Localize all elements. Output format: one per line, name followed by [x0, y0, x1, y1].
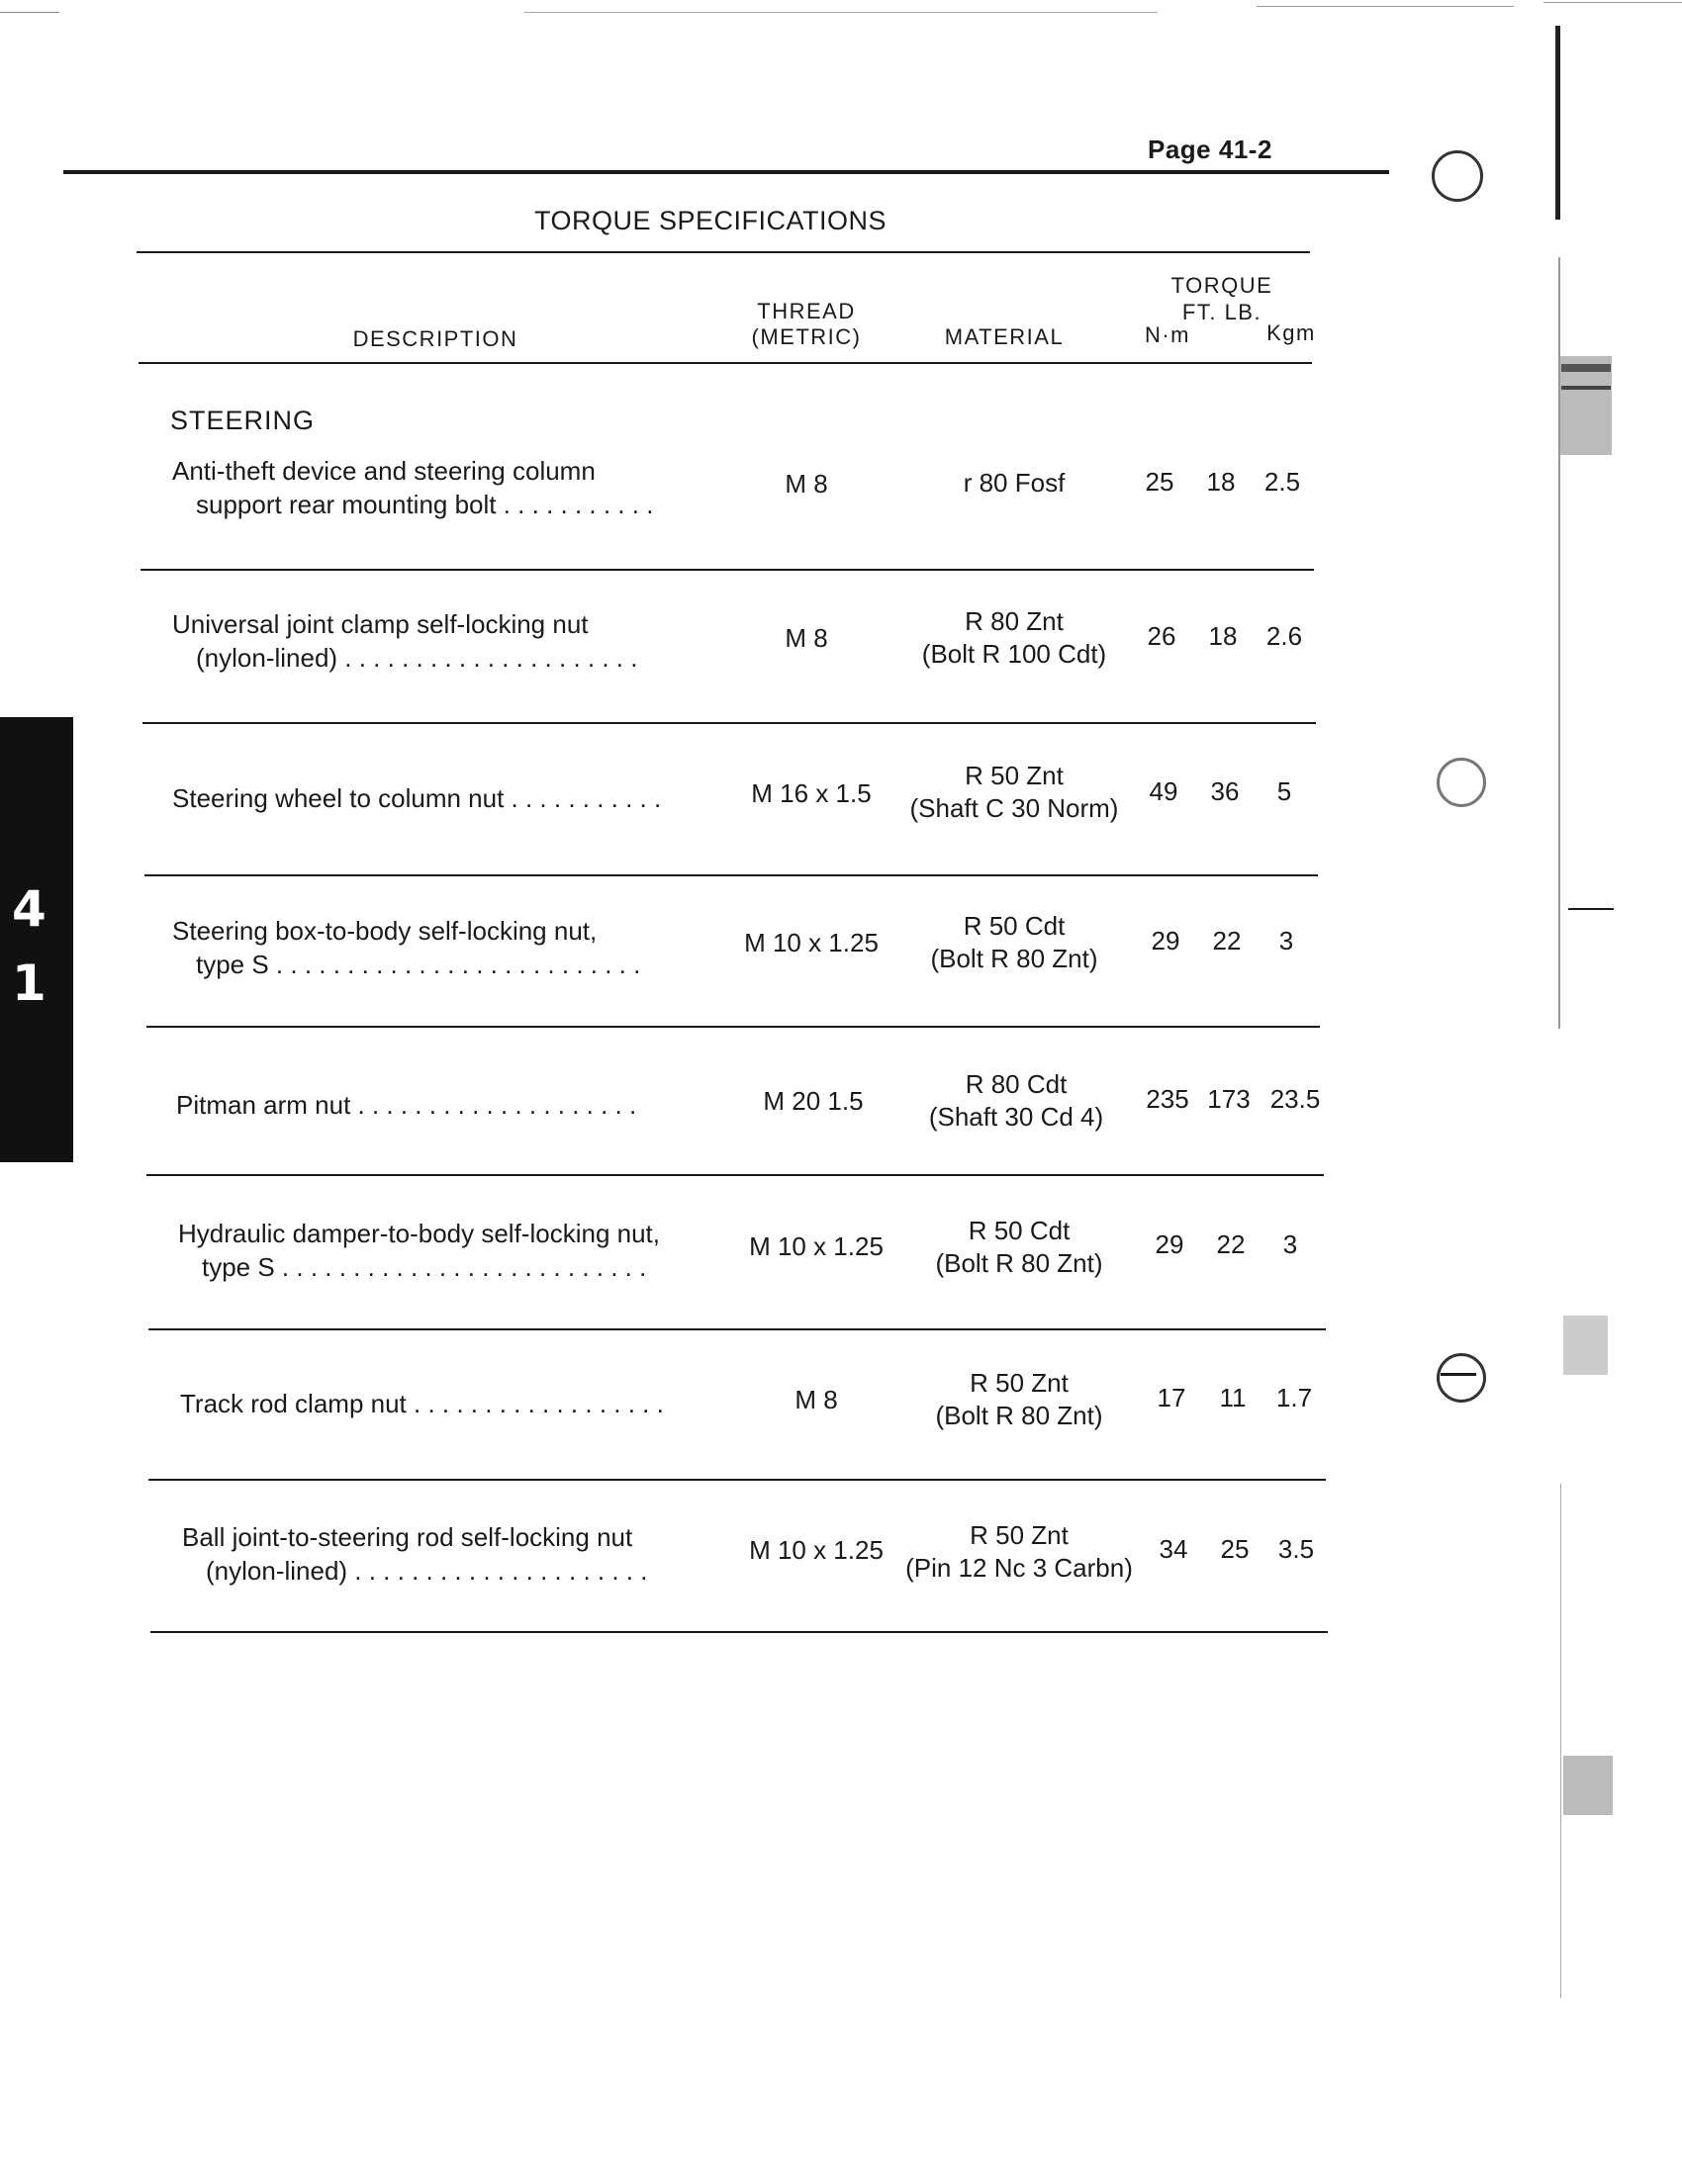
- material-line1: R 50 Cdt: [968, 1216, 1071, 1245]
- row-description: [172, 781, 661, 815]
- description-line2: (nylon-lined) . . . . . . . . . . . . . . . . . . . . .: [206, 1556, 648, 1586]
- header-thread-line1: THREAD: [757, 299, 856, 323]
- description-line1: Hydraulic damper-to-body self-locking nut,: [178, 1219, 660, 1248]
- page-title: TORQUE SPECIFICATIONS: [534, 206, 888, 235]
- section-tab-digit: 4: [12, 880, 47, 938]
- row-divider: [146, 1026, 1320, 1028]
- scan-artifact: [1561, 386, 1611, 390]
- torque-ftlb: 36: [1210, 776, 1240, 806]
- row-divider: [148, 1328, 1326, 1330]
- row-description: [172, 607, 637, 675]
- material-line1: R 50 Cdt: [963, 911, 1066, 941]
- torque-kgm: 3.5: [1277, 1534, 1315, 1564]
- torque-ftlb: 173: [1207, 1084, 1251, 1114]
- binder-hole: [1437, 1353, 1486, 1403]
- torque-kgm: 1.7: [1275, 1383, 1313, 1412]
- binder-hole-mark: [1441, 1373, 1476, 1376]
- material-line1: R 50 Znt: [965, 761, 1064, 790]
- row-description: [182, 1520, 647, 1588]
- thread-cell: M 20 1.5: [763, 1086, 864, 1116]
- torque-kgm: 2.6: [1265, 621, 1303, 651]
- header-thread-line2: (METRIC): [751, 324, 862, 349]
- section-tab-digit: 1: [12, 955, 47, 1012]
- material-cell: [890, 605, 1138, 671]
- material-line2: (Bolt R 80 Znt): [935, 1248, 1103, 1278]
- header-rule: [139, 362, 1312, 364]
- description-line1: Anti-theft device and steering column: [172, 456, 596, 486]
- material-line1: R 50 Znt: [970, 1520, 1069, 1550]
- material-cell: [890, 467, 1138, 500]
- page-number: Page 41-2: [1148, 135, 1272, 164]
- material-cell: [892, 1068, 1140, 1134]
- row-divider: [144, 874, 1318, 876]
- torque-nm: 17: [1157, 1383, 1186, 1412]
- binder-hole: [1432, 150, 1483, 202]
- torque-kgm: 3: [1282, 1229, 1298, 1259]
- scan-artifact: [1563, 1316, 1608, 1375]
- description-line2: support rear mounting bolt . . . . . . . . . . .: [196, 490, 654, 519]
- thread-cell: M 8: [785, 623, 828, 653]
- torque-ftlb: 22: [1216, 1229, 1246, 1259]
- header-kgm: Kgm: [1266, 320, 1316, 345]
- thread-cell: M 10 x 1.25: [749, 1231, 884, 1261]
- scan-edge-line: [1543, 2, 1682, 3]
- description-line2: type S . . . . . . . . . . . . . . . . . . . . . . . . . .: [202, 1252, 647, 1282]
- torque-ftlb: 22: [1212, 926, 1242, 956]
- scan-edge-bar: [1555, 26, 1560, 220]
- torque-kgm: 3: [1278, 926, 1294, 956]
- description-line1: Pitman arm nut . . . . . . . . . . . . . . . . . . . .: [176, 1090, 637, 1120]
- scan-edge-line: [524, 12, 1158, 13]
- description-line1: Steering wheel to column nut . . . . . . . . . . .: [172, 783, 662, 813]
- torque-kgm: 2.5: [1263, 467, 1301, 497]
- table-bottom-rule: [150, 1631, 1328, 1633]
- row-divider: [140, 569, 1314, 571]
- material-cell: [895, 1215, 1143, 1280]
- torque-ftlb: 18: [1206, 467, 1236, 497]
- description-line2: type S . . . . . . . . . . . . . . . . . . . . . . . . . .: [196, 950, 641, 979]
- material-line1: R 80 Znt: [965, 606, 1064, 636]
- material-line2: (Bolt R 80 Znt): [935, 1401, 1103, 1430]
- torque-nm: 29: [1155, 1229, 1184, 1259]
- title-rule: [137, 251, 1310, 253]
- scan-edge-line: [0, 12, 59, 13]
- material-line2: (Bolt R 80 Znt): [930, 944, 1098, 973]
- material-line2: (Pin 12 Nc 3 Carbn): [905, 1553, 1133, 1583]
- header-material: MATERIAL: [944, 324, 1065, 349]
- torque-nm: 29: [1151, 926, 1180, 956]
- thread-cell: M 10 x 1.25: [749, 1535, 884, 1565]
- material-line1: R 80 Cdt: [965, 1069, 1068, 1099]
- scan-artifact: [1568, 908, 1614, 910]
- material-cell: [895, 1519, 1143, 1585]
- row-divider: [142, 722, 1316, 724]
- scan-edge-line: [1257, 6, 1514, 7]
- row-divider: [148, 1479, 1326, 1481]
- thread-cell: M 10 x 1.25: [744, 928, 879, 957]
- torque-nm: 25: [1145, 467, 1174, 497]
- scan-artifact: [1561, 364, 1611, 372]
- header-nm: N·m: [1144, 322, 1191, 347]
- row-description: [172, 454, 653, 521]
- torque-nm: 34: [1159, 1534, 1188, 1564]
- row-description: [180, 1387, 664, 1420]
- torque-nm: 26: [1147, 621, 1176, 651]
- header-torque: TORQUE: [1170, 273, 1273, 298]
- material-line2: (Shaft 30 Cd 4): [928, 1102, 1104, 1132]
- material-cell: [895, 1367, 1143, 1432]
- torque-nm: 235: [1146, 1084, 1189, 1114]
- description-line1: Steering box-to-body self-locking nut,: [172, 916, 598, 946]
- section-heading: STEERING: [170, 406, 316, 435]
- material-line1: R 50 Znt: [970, 1368, 1069, 1398]
- header-description: DESCRIPTION: [352, 326, 518, 351]
- description-line1: Ball joint-to-steering rod self-locking nut: [182, 1522, 633, 1552]
- torque-kgm: 5: [1276, 776, 1292, 806]
- material-line2: (Bolt R 100 Cdt): [921, 639, 1107, 669]
- torque-ftlb: 11: [1219, 1383, 1247, 1412]
- torque-ftlb: 18: [1208, 621, 1238, 651]
- top-rule: [63, 170, 1389, 174]
- description-line2: (nylon-lined) . . . . . . . . . . . . . . . . . . . . .: [196, 643, 638, 673]
- binder-hole: [1437, 758, 1486, 807]
- torque-kgm: 23.5: [1269, 1084, 1321, 1114]
- header-ftlb: FT. LB.: [1181, 300, 1262, 324]
- thread-cell: M 8: [794, 1385, 838, 1414]
- material-line1: r 80 Fosf: [963, 468, 1066, 498]
- description-line1: Universal joint clamp self-locking nut: [172, 609, 589, 639]
- thread-cell: M 16 x 1.5: [751, 778, 872, 808]
- scan-artifact: [1563, 1756, 1613, 1815]
- torque-ftlb: 25: [1220, 1534, 1250, 1564]
- row-description: [178, 1217, 660, 1284]
- scan-artifact: [1560, 1484, 1561, 1998]
- material-line2: (Shaft C 30 Norm): [909, 793, 1119, 823]
- row-description: [176, 1088, 636, 1122]
- torque-nm: 49: [1149, 776, 1178, 806]
- material-cell: [890, 910, 1138, 975]
- material-cell: [890, 760, 1138, 825]
- section-tab: [0, 717, 73, 1162]
- thread-cell: M 8: [785, 469, 828, 499]
- description-line1: Track rod clamp nut . . . . . . . . . . . . . . . . . .: [180, 1389, 664, 1418]
- row-divider: [146, 1174, 1324, 1176]
- row-description: [172, 914, 640, 981]
